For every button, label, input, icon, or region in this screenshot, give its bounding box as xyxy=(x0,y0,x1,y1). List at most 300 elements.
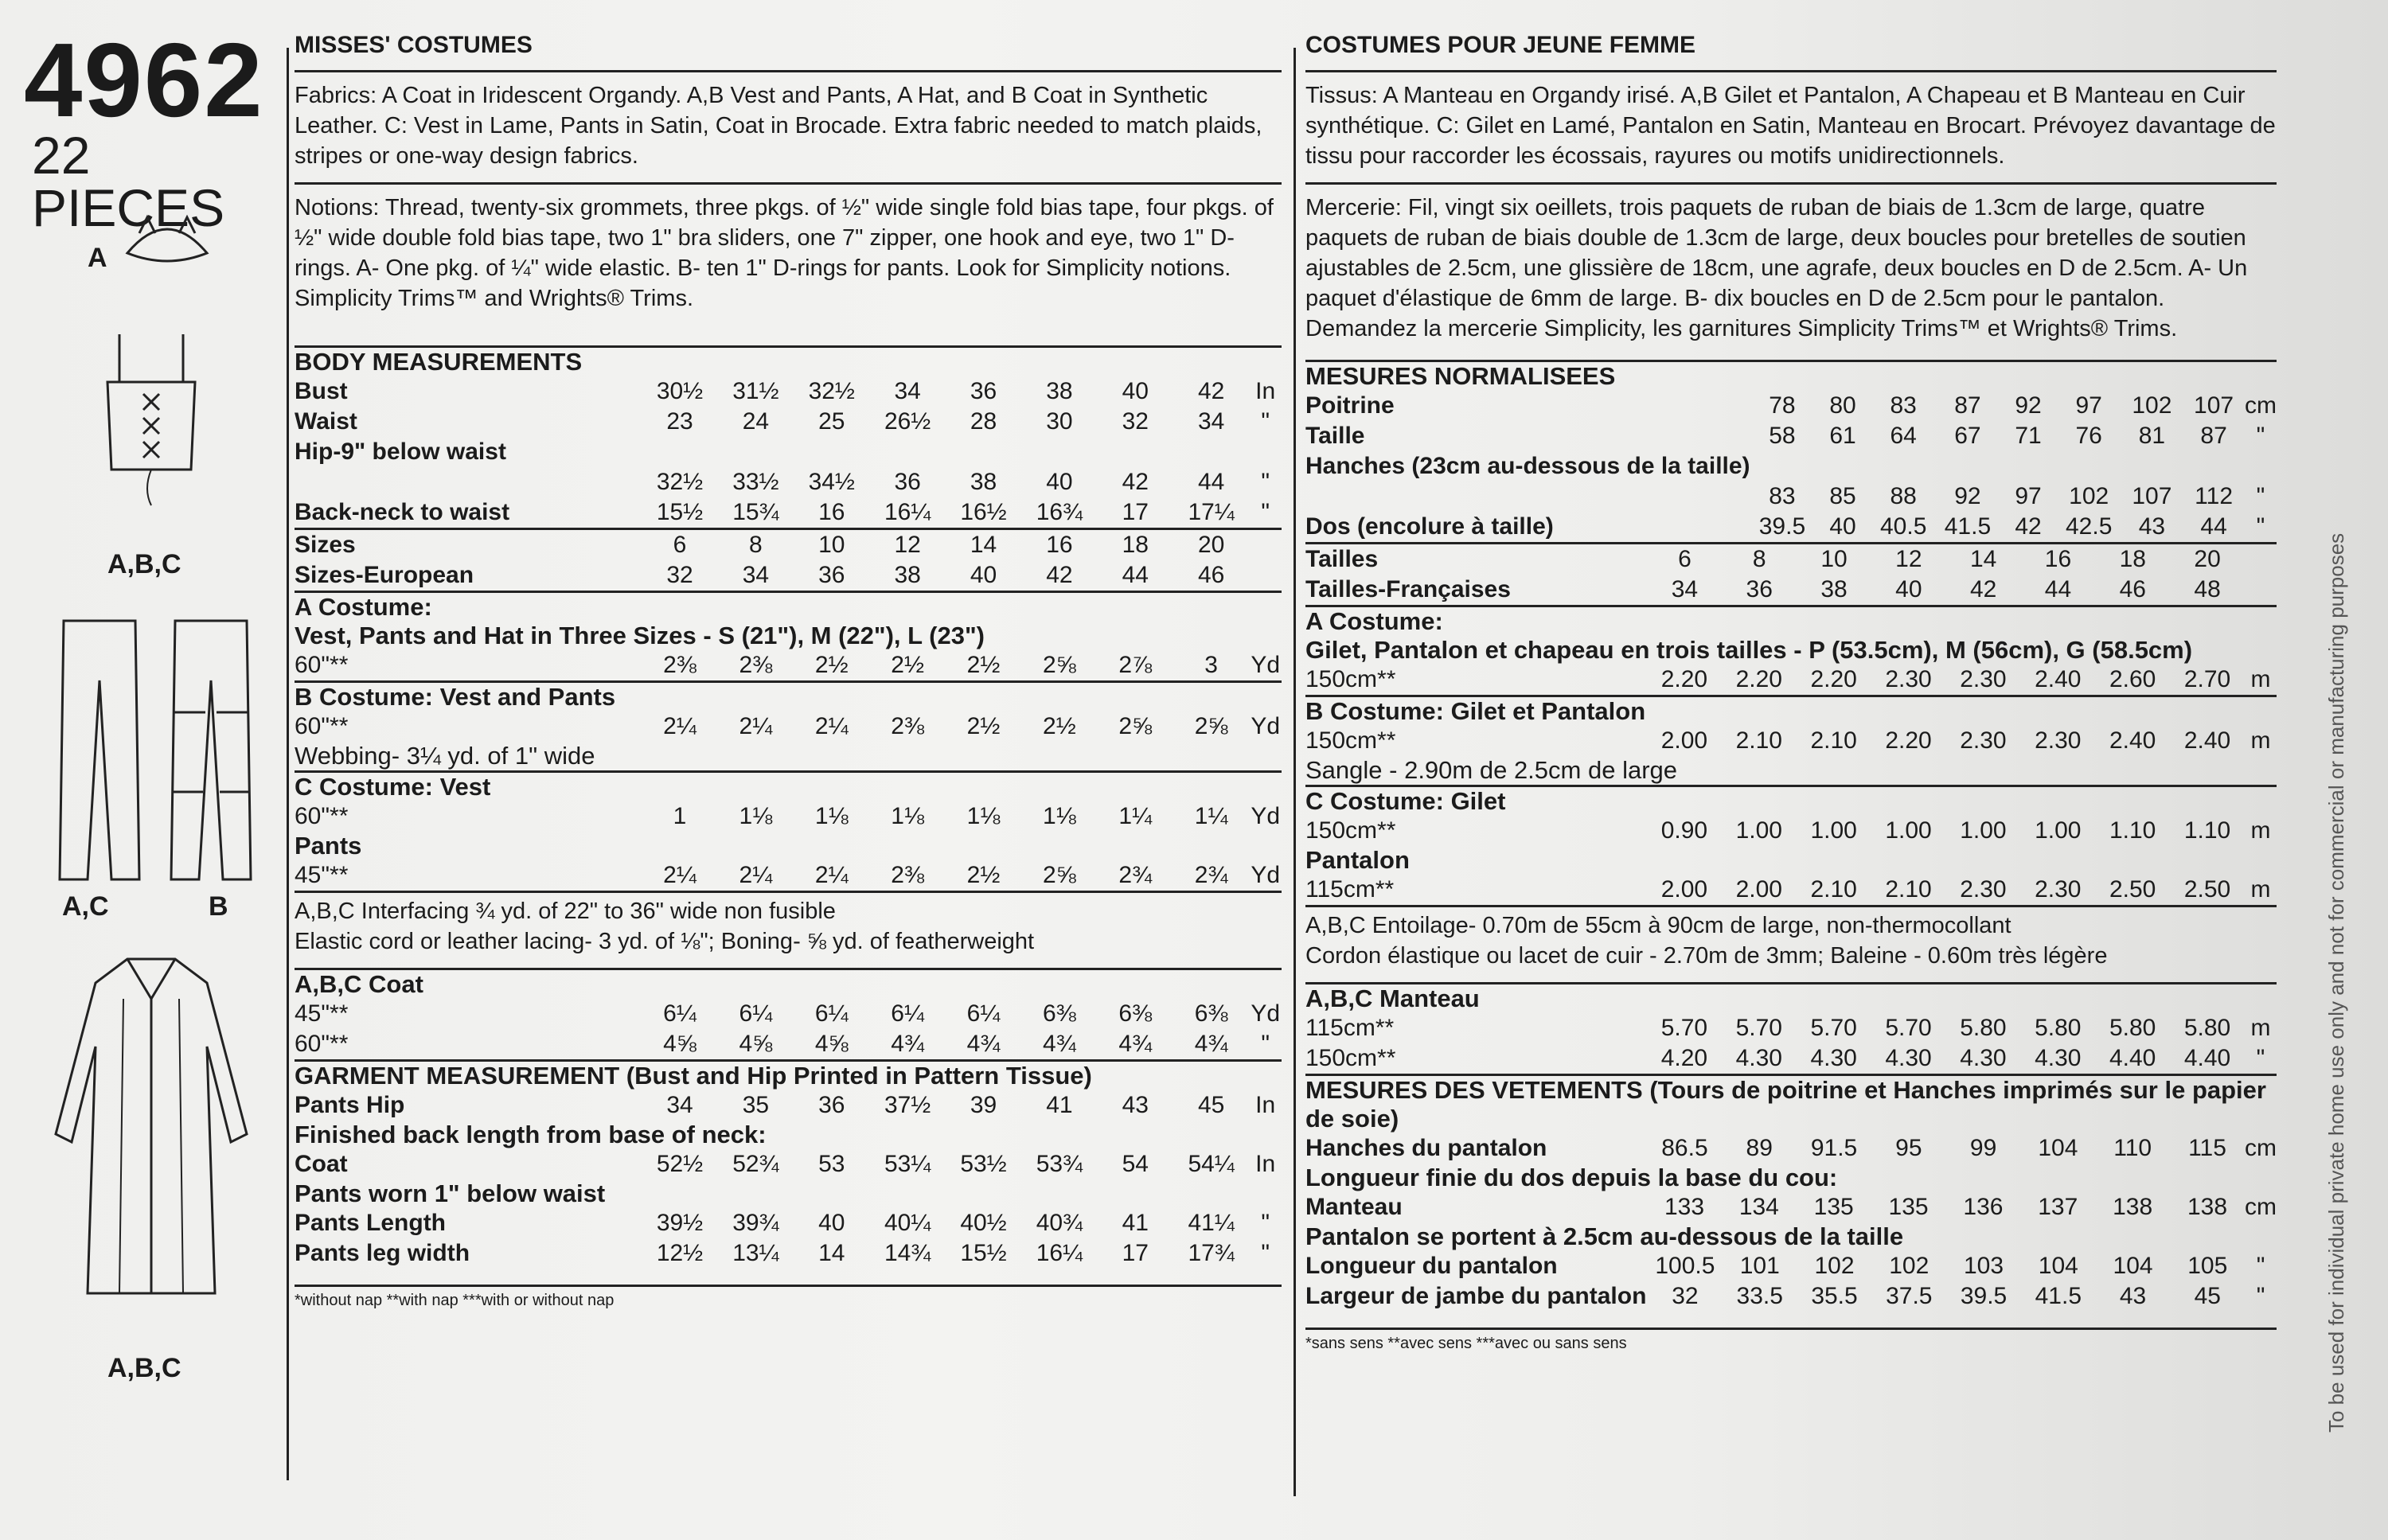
row-label: Largeur de jambe du pantalon xyxy=(1305,1283,1647,1309)
table-row xyxy=(295,801,1282,832)
table-cell: 24 xyxy=(742,408,770,435)
table-cell: 5.80 xyxy=(2109,1015,2156,1041)
table-cell xyxy=(2057,451,2121,481)
table-cell: 2.20 xyxy=(1885,727,1932,754)
table-cell: 4.20 xyxy=(1660,1045,1708,1071)
french-elastic: Cordon élastique ou lacet de cuir - 2.70m de 3mm; Baleine - 0.60m très légère xyxy=(1305,943,2108,969)
table-cell: 45 xyxy=(1197,1092,1225,1118)
table-cell: 83 xyxy=(1769,483,1796,509)
table-cell: 6⅜ xyxy=(1118,1000,1153,1027)
table-row xyxy=(295,560,1282,591)
row-label: Manteau xyxy=(1305,1194,1403,1220)
unit-cell: m xyxy=(2250,727,2271,754)
table-cell: 5.70 xyxy=(1885,1015,1932,1041)
table-cell: 86.5 xyxy=(1661,1135,1708,1161)
table-cell: 136 xyxy=(1963,1194,2004,1220)
english-b-costume: B Costume: Vest and Pants xyxy=(295,683,616,711)
row-label xyxy=(1305,481,1750,512)
row-label: Dos (encolure à taille) xyxy=(1305,513,1554,540)
table-cell: 41 xyxy=(1046,1092,1073,1118)
table-cell: 32½ xyxy=(808,378,855,404)
unit-cell: " xyxy=(2256,1283,2265,1309)
vest-drawing xyxy=(100,334,203,509)
table-cell: 16 xyxy=(2044,546,2072,572)
english-notions: Notions: Thread, twenty-six grommets, three pkgs. of ½" wide single fold bias tape, four pkgs. of ½" wide double fold bias tape, two 1" bra sliders, one 7" zipper, one hook and eye, two 1" D-rings. A- One pkg. of ¼" wide elastic. B- ten 1" D-rings for pants. Look for Simplicity notions. Simplicity Trims™ and Wrights® Trims. xyxy=(295,195,1274,311)
french-notions: Mercerie: Fil, vingt six oeillets, trois paquets de ruban de biais de 1.3cm de large, quatre paquets de ruban de biais double de 1.3cm de large, deux boucles pour bretelles de soutien ajustables de 2.5cm, une glissière de 18cm, une agrafe, deux boucles en D de 2.5cm. A- Un paquet d'élastique de 6mm de large. B- dix boucles en D de 2.5cm pour le pantalon. Demandez la mercerie Simplicity, les garnitures Simplicity Trims™ et Wrights® Trims. xyxy=(1305,195,2248,341)
french-garment-table-1 xyxy=(1305,1133,2277,1164)
unit-cell: " xyxy=(2256,483,2265,509)
table-cell: 5.80 xyxy=(2035,1015,2082,1041)
table-cell: 2⅜ xyxy=(663,652,696,678)
table-cell: 2⅝ xyxy=(1043,862,1076,888)
french-garment-table-3 xyxy=(1305,1251,2277,1312)
table-cell: 53½ xyxy=(960,1151,1007,1177)
table-cell: 2.10 xyxy=(1885,876,1932,903)
french-interfacing: A,B,C Entoilage- 0.70m de 55cm à 90cm de large, non-thermocollant xyxy=(1305,913,2011,938)
table-cell: 6 xyxy=(1678,546,1692,572)
french-coat-table xyxy=(1305,1013,2277,1074)
table-cell: 104 xyxy=(2113,1253,2153,1279)
view-label-a: A xyxy=(88,243,107,273)
table-cell: 2¼ xyxy=(739,862,773,888)
table-cell: 1⅛ xyxy=(739,803,773,829)
table-cell: 40½ xyxy=(960,1210,1007,1236)
table-cell: 40 xyxy=(1046,469,1073,495)
english-footnote: *without nap **with nap ***with or without nap xyxy=(295,1292,615,1309)
table-cell: 2.20 xyxy=(1810,666,1857,692)
table-cell: 6¼ xyxy=(891,1000,924,1027)
table-cell: 18 xyxy=(1122,532,1149,558)
table-cell: 36 xyxy=(970,378,997,404)
table-cell: 135 xyxy=(1888,1194,1929,1220)
table-row xyxy=(295,497,1282,528)
row-label: 150cm** xyxy=(1305,666,1396,692)
table-row xyxy=(1305,544,2277,575)
table-cell: 20 xyxy=(1197,532,1225,558)
table-cell xyxy=(1936,451,2000,481)
table-cell: 12 xyxy=(894,532,921,558)
unit-cell xyxy=(2245,451,2277,481)
table-cell: 2¼ xyxy=(814,713,849,739)
unit-cell xyxy=(2245,575,2277,605)
table-row xyxy=(1305,575,2277,605)
table-cell: 2½ xyxy=(814,652,849,678)
table-cell xyxy=(642,437,717,467)
table-cell xyxy=(1098,437,1173,467)
table-cell: 54 xyxy=(1122,1151,1149,1177)
table-cell: 67 xyxy=(1954,423,1981,449)
table-cell: 87 xyxy=(2200,423,2227,449)
english-body-title: BODY MEASUREMENTS xyxy=(295,348,583,376)
table-cell: 18 xyxy=(2119,546,2146,572)
table-cell: 15¾ xyxy=(732,499,779,525)
table-cell: 17 xyxy=(1122,1240,1149,1266)
french-garment-table-2 xyxy=(1305,1192,2277,1222)
table-cell: 105 xyxy=(2187,1253,2228,1279)
table-row xyxy=(295,999,1282,1029)
table-cell: 34 xyxy=(742,562,770,588)
table-row xyxy=(1305,1133,2277,1164)
table-cell: 32 xyxy=(666,562,693,588)
table-cell: 91.5 xyxy=(1810,1135,1858,1161)
table-cell: 2.00 xyxy=(1660,876,1708,903)
table-cell: 2½ xyxy=(966,713,1001,739)
unit-cell xyxy=(1249,437,1282,467)
row-label: 150cm** xyxy=(1305,817,1396,844)
table-cell: 40 xyxy=(1829,513,1856,540)
table-cell: 101 xyxy=(1739,1253,1780,1279)
table-cell: 36 xyxy=(818,1092,845,1118)
table-cell: 2¼ xyxy=(814,862,849,888)
table-row xyxy=(295,1149,1282,1179)
table-row xyxy=(1305,391,2277,421)
unit-cell: Yd xyxy=(1251,652,1281,678)
table-cell: 102 xyxy=(1814,1253,1855,1279)
table-cell: 38 xyxy=(1046,378,1073,404)
table-cell: 10 xyxy=(818,532,845,558)
english-coat-title: A,B,C Coat xyxy=(295,970,423,998)
table-cell: 38 xyxy=(1820,576,1848,602)
unit-cell xyxy=(1249,530,1282,560)
pants-drawing-ac xyxy=(56,617,143,887)
table-cell: 4⅝ xyxy=(739,1031,773,1057)
table-cell: 46 xyxy=(2119,576,2146,602)
table-cell: 2.30 xyxy=(1960,876,2007,903)
unit-cell: " xyxy=(1261,469,1270,495)
table-cell: 2⅞ xyxy=(1118,652,1153,678)
unit-cell: m xyxy=(2250,876,2271,903)
table-cell: 64 xyxy=(1890,423,1917,449)
table-row xyxy=(1305,1251,2277,1281)
table-row xyxy=(295,1029,1282,1059)
english-worn: Pants worn 1" below waist xyxy=(295,1179,606,1207)
french-a-costume: A Costume: xyxy=(1305,607,1443,635)
row-label: 60"** xyxy=(295,713,349,739)
table-cell: 102 xyxy=(1889,1253,1930,1279)
table-cell: 35 xyxy=(742,1092,770,1118)
table-cell: 107 xyxy=(2132,483,2172,509)
table-cell: 1.00 xyxy=(1810,817,1857,844)
row-label: Pants Length xyxy=(295,1210,447,1236)
english-a-sub: Vest, Pants and Hat in Three Sizes - S (21"), M (22"), L (23") xyxy=(295,622,985,649)
table-cell: 25 xyxy=(818,408,845,435)
table-cell: 39½ xyxy=(656,1210,704,1236)
divider-center xyxy=(1294,48,1296,1496)
table-cell: 2.40 xyxy=(2109,727,2156,754)
table-cell xyxy=(1750,451,1815,481)
row-label: Hip-9" below waist xyxy=(295,439,506,465)
table-cell: 15½ xyxy=(656,499,704,525)
left-illustration-strip xyxy=(0,0,283,1540)
table-cell: 16½ xyxy=(960,499,1007,525)
table-cell: 88 xyxy=(1890,483,1917,509)
english-interfacing: A,B,C Interfacing ¾ yd. of 22" to 36" wide non fusible xyxy=(295,899,836,924)
table-cell: 10 xyxy=(1820,546,1848,572)
row-label: Taille xyxy=(1305,423,1365,449)
table-cell: 4.30 xyxy=(1810,1045,1857,1071)
table-cell: 34 xyxy=(894,378,921,404)
table-cell: 14 xyxy=(970,532,997,558)
table-cell: 6¼ xyxy=(739,1000,773,1027)
table-cell: 43 xyxy=(2119,1283,2147,1309)
french-sizes-table xyxy=(1305,544,2277,605)
table-cell: 40 xyxy=(970,562,997,588)
english-garment-title: GARMENT MEASUREMENT (Bust and Hip Printed in Pattern Tissue) xyxy=(295,1062,1092,1090)
row-label: Back-neck to waist xyxy=(295,499,510,525)
unit-cell: " xyxy=(1261,499,1270,525)
row-label: Pants Hip xyxy=(295,1092,405,1118)
unit-cell: cm xyxy=(2244,1135,2277,1161)
french-b-table xyxy=(1305,726,2277,756)
english-title: MISSES' COSTUMES xyxy=(295,32,533,58)
table-cell: 38 xyxy=(970,469,997,495)
table-cell: 100.5 xyxy=(1655,1253,1715,1279)
unit-cell: In xyxy=(1255,1092,1276,1118)
french-b-costume: B Costume: Gilet et Pantalon xyxy=(1305,697,1646,725)
english-b-table xyxy=(295,712,1282,742)
french-column xyxy=(1305,32,2277,1353)
french-title: COSTUMES POUR JEUNE FEMME xyxy=(1305,32,1696,58)
table-row xyxy=(295,860,1282,891)
french-a-table xyxy=(1305,665,2277,695)
table-cell: 6⅜ xyxy=(1043,1000,1076,1027)
coat-drawing xyxy=(48,951,255,1301)
table-row xyxy=(1305,1192,2277,1222)
table-cell: 2.30 xyxy=(1885,666,1932,692)
table-cell: 41.5 xyxy=(2035,1283,2082,1309)
table-cell: 4.30 xyxy=(2035,1045,2082,1071)
table-row xyxy=(295,437,1282,467)
row-label: 115cm** xyxy=(1305,876,1395,903)
table-cell: 37½ xyxy=(884,1092,931,1118)
french-footnote: *sans sens **avec sens ***avec ou sans sens xyxy=(1305,1335,1627,1352)
table-cell: 99 xyxy=(1969,1135,1997,1161)
table-cell: 71 xyxy=(2015,423,2042,449)
table-cell: 26½ xyxy=(884,408,931,435)
table-cell: 5.70 xyxy=(1660,1015,1708,1041)
row-label: 150cm** xyxy=(1305,727,1396,754)
row-label xyxy=(295,467,642,497)
pants-drawing-b xyxy=(167,617,255,887)
table-cell: 2¼ xyxy=(663,862,696,888)
table-cell: 2.60 xyxy=(2109,666,2156,692)
row-label: 60"** xyxy=(295,803,349,829)
table-row xyxy=(1305,875,2277,905)
table-cell: 2½ xyxy=(1043,713,1076,739)
table-row xyxy=(1305,512,2277,542)
table-cell: 14¾ xyxy=(884,1240,931,1266)
row-label: Poitrine xyxy=(1305,392,1395,419)
english-a-table xyxy=(295,650,1282,680)
french-coat-title: A,B,C Manteau xyxy=(1305,984,1480,1012)
table-cell: 2.00 xyxy=(1735,876,1782,903)
table-cell: 36 xyxy=(1746,576,1773,602)
table-cell: 42 xyxy=(1046,562,1073,588)
table-cell: 40 xyxy=(1122,378,1149,404)
table-row xyxy=(1305,451,2277,481)
french-garment-title: MESURES DES VETEMENTS (Tours de poitrine et Hanches imprimés sur le papier de soie) xyxy=(1305,1076,2266,1133)
table-cell: 2.30 xyxy=(1960,666,2007,692)
table-cell: 15½ xyxy=(960,1240,1007,1266)
table-cell: 2⅝ xyxy=(1194,713,1228,739)
table-cell: 37.5 xyxy=(1886,1283,1933,1309)
row-label: 45"** xyxy=(295,1000,349,1027)
unit-cell: " xyxy=(1261,1240,1270,1266)
row-label: 45"** xyxy=(295,862,349,888)
table-cell: 97 xyxy=(2015,483,2042,509)
hat-drawing xyxy=(119,213,215,277)
table-cell: 4¾ xyxy=(966,1031,1001,1057)
table-row xyxy=(295,1208,1282,1238)
table-cell: 92 xyxy=(2015,392,2042,419)
french-c-costume: C Costume: Gilet xyxy=(1305,787,1506,815)
table-cell: 13¼ xyxy=(732,1240,779,1266)
table-cell: 1⅛ xyxy=(1043,803,1076,829)
table-cell: 6 xyxy=(673,532,687,558)
view-label-abc-2: A,B,C xyxy=(107,1353,181,1383)
table-cell: 33½ xyxy=(732,469,779,495)
view-label-abc-1: A,B,C xyxy=(107,549,181,579)
english-a-costume: A Costume: xyxy=(295,593,432,621)
table-cell: 95 xyxy=(1895,1135,1922,1161)
divider-left xyxy=(287,48,289,1480)
table-cell: 12 xyxy=(1895,546,1922,572)
table-cell: 103 xyxy=(1964,1253,2004,1279)
table-cell: 42 xyxy=(1197,378,1225,404)
table-cell xyxy=(2000,451,2056,481)
english-c-costume: C Costume: Vest xyxy=(295,773,491,801)
table-cell: 134 xyxy=(1738,1194,1779,1220)
table-cell: 44 xyxy=(1122,562,1149,588)
table-row xyxy=(295,530,1282,560)
table-cell: 40.5 xyxy=(1879,513,1927,540)
table-cell xyxy=(1173,437,1249,467)
table-cell: 4.40 xyxy=(2183,1045,2231,1071)
french-fabrics: Tissus: A Manteau en Organdy irisé. A,B Gilet et Pantalon, A Chapeau et B Manteau en Cuir synthétique. C: Gilet en Lamé, Pantalon en Satin, Manteau en Brocart. Prévoyez davantage de tissu pour raccorder les écossais, rayures ou motifs unidirectionnels. xyxy=(1305,83,2276,169)
table-cell: 4¾ xyxy=(1118,1031,1153,1057)
table-cell xyxy=(1871,451,1936,481)
english-sizes-table xyxy=(295,530,1282,591)
table-cell: 44 xyxy=(2200,513,2227,540)
table-cell: 41.5 xyxy=(1944,513,1992,540)
table-cell: 20 xyxy=(2194,546,2221,572)
table-cell: 2.40 xyxy=(2035,666,2082,692)
table-cell xyxy=(869,437,945,467)
table-row xyxy=(1305,1281,2277,1312)
table-cell: 2.20 xyxy=(1660,666,1708,692)
english-garment-table-1 xyxy=(295,1090,1282,1121)
table-cell: 40¼ xyxy=(884,1210,931,1236)
unit-cell: " xyxy=(2256,1045,2265,1071)
table-cell: 54¼ xyxy=(1188,1151,1235,1177)
french-body-title: MESURES NORMALISEES xyxy=(1305,362,1616,390)
unit-cell: " xyxy=(1261,1210,1270,1236)
table-row xyxy=(295,712,1282,742)
unit-cell: Yd xyxy=(1251,713,1281,739)
english-c-table xyxy=(295,801,1282,832)
table-row xyxy=(295,467,1282,497)
table-cell: 1¼ xyxy=(1118,803,1153,829)
table-cell: 135 xyxy=(1813,1194,1854,1220)
table-row xyxy=(295,1090,1282,1121)
table-cell: 52½ xyxy=(656,1151,704,1177)
row-label: Waist xyxy=(295,408,357,435)
english-pants: Pants xyxy=(295,832,362,860)
table-cell xyxy=(2183,451,2245,481)
table-cell: 1.00 xyxy=(1885,817,1932,844)
table-cell: 4.40 xyxy=(2109,1045,2156,1071)
table-cell: 2⅜ xyxy=(891,862,924,888)
table-row xyxy=(295,407,1282,437)
unit-cell xyxy=(2245,544,2277,575)
table-cell: 46 xyxy=(1197,562,1225,588)
table-cell: 81 xyxy=(2138,423,2166,449)
table-cell: 4¾ xyxy=(1194,1031,1228,1057)
table-cell: 0.90 xyxy=(1660,817,1708,844)
row-label: Longueur du pantalon xyxy=(1305,1253,1558,1279)
table-cell: 32 xyxy=(1672,1283,1699,1309)
table-cell: 138 xyxy=(2187,1194,2228,1220)
row-label: Sizes xyxy=(295,532,356,558)
table-cell: 36 xyxy=(818,562,845,588)
table-cell: 31½ xyxy=(732,378,779,404)
french-measurement-table xyxy=(1305,391,2277,542)
row-label: Sizes-European xyxy=(295,562,474,588)
table-cell: 34½ xyxy=(808,469,855,495)
view-label-b: B xyxy=(209,891,228,922)
side-usage-notice: To be used for individual private home use only and not for commercial or manufacturing purposes xyxy=(2324,532,2348,1433)
unit-cell: m xyxy=(2250,817,2271,844)
row-label: 60"** xyxy=(295,652,349,678)
table-cell: 104 xyxy=(2038,1253,2078,1279)
table-cell: 44 xyxy=(2044,576,2072,602)
table-cell: 2.50 xyxy=(2183,876,2231,903)
table-cell: 42 xyxy=(2015,513,2042,540)
table-cell: 39.5 xyxy=(1960,1283,2008,1309)
table-cell: 2.10 xyxy=(1735,727,1782,754)
table-cell: 1.00 xyxy=(1960,817,2007,844)
table-row xyxy=(1305,481,2277,512)
unit-cell: In xyxy=(1255,1151,1276,1177)
table-cell: 52¾ xyxy=(732,1151,779,1177)
table-cell: 16¼ xyxy=(884,499,931,525)
unit-cell: " xyxy=(1261,408,1270,435)
english-elastic: Elastic cord or leather lacing- 3 yd. of ⅛"; Boning- ⅝ yd. of featherweight xyxy=(295,929,1035,954)
table-cell: 16 xyxy=(818,499,845,525)
table-cell: 107 xyxy=(2194,392,2234,419)
unit-cell: Yd xyxy=(1251,862,1281,888)
table-cell: 2½ xyxy=(966,862,1001,888)
table-cell: 34 xyxy=(1197,408,1225,435)
table-cell: 5.80 xyxy=(1960,1015,2007,1041)
table-cell: 6¼ xyxy=(663,1000,696,1027)
table-cell: 8 xyxy=(749,532,763,558)
english-webbing: Webbing- 3¼ yd. of 1" wide xyxy=(295,742,595,770)
table-row xyxy=(1305,726,2277,756)
table-cell: 23 xyxy=(666,408,693,435)
english-garment-table-3 xyxy=(295,1208,1282,1269)
style-number: 4962 xyxy=(24,21,264,138)
table-cell: 4⅝ xyxy=(814,1031,849,1057)
table-cell: 2½ xyxy=(891,652,924,678)
table-cell: 2.20 xyxy=(1735,666,1782,692)
table-cell: 12½ xyxy=(656,1240,704,1266)
table-row xyxy=(1305,816,2277,846)
table-cell: 38 xyxy=(894,562,921,588)
table-cell: 33.5 xyxy=(1736,1283,1783,1309)
table-cell: 2.10 xyxy=(1810,727,1857,754)
table-cell: 1⅛ xyxy=(891,803,924,829)
